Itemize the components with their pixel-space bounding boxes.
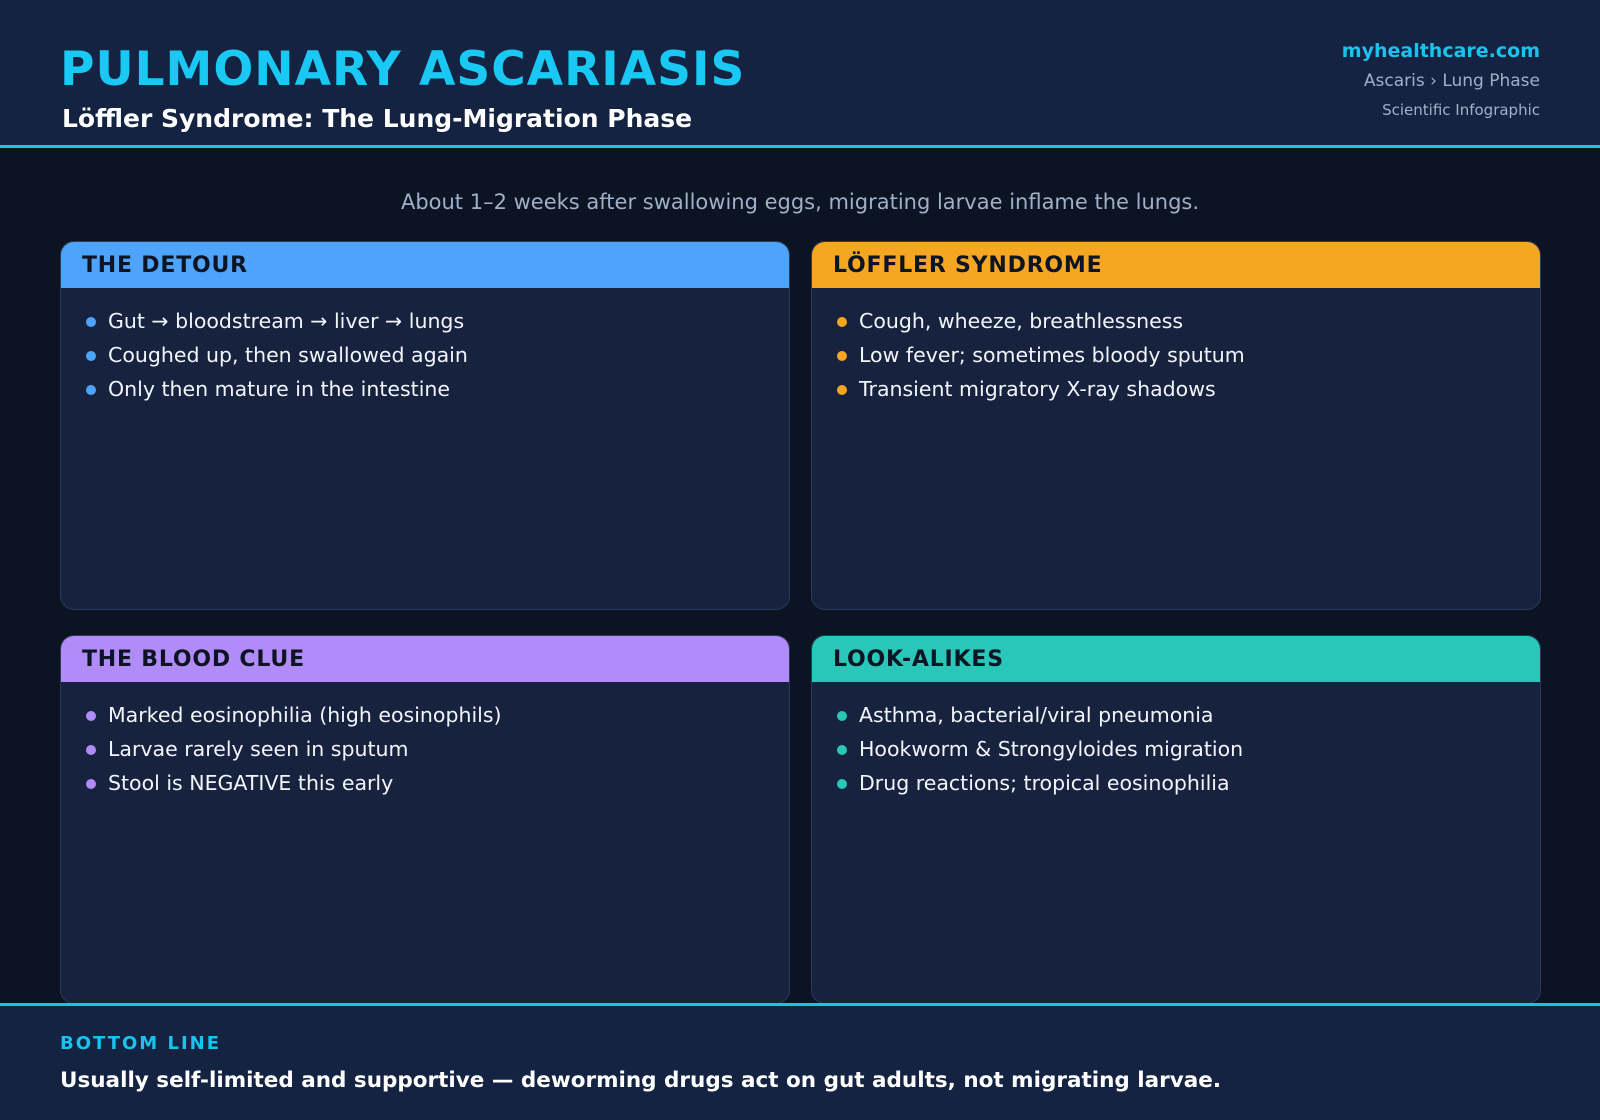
list-item-text: Only then mature in the intestine [108, 377, 451, 401]
list-item [859, 700, 1540, 734]
list-item [108, 734, 789, 768]
list-item-text: Cough, wheeze, breathlessness [859, 309, 1184, 333]
list-item [108, 768, 789, 802]
bullet-dot-icon [837, 385, 847, 395]
infographic-type-label: Scientific Infographic [1382, 101, 1540, 119]
card-loffler-syndrome [811, 241, 1541, 610]
intro-text: About 1–2 weeks after swallowing eggs, migrating larvae inflame the lungs. [400, 190, 1200, 214]
list-item-text: Gut → bloodstream → liver → lungs [108, 309, 465, 333]
list-item [108, 340, 789, 374]
list-item-text: Hookworm & Strongyloides migration [859, 737, 1244, 761]
bullet-dot-icon [837, 745, 847, 755]
list-item [108, 700, 789, 734]
card-list [61, 288, 789, 408]
footer-label: BOTTOM LINE [60, 1033, 221, 1054]
breadcrumb: Ascaris › Lung Phase [1363, 71, 1540, 91]
list-item-text: Marked eosinophilia (high eosinophils) [108, 703, 502, 727]
card-list [61, 682, 789, 802]
bullet-dot-icon [86, 779, 96, 789]
list-item [859, 340, 1540, 374]
list-item [108, 306, 789, 340]
card-list [812, 288, 1540, 408]
card-header: LOOK-ALIKES [812, 636, 1540, 682]
bullet-dot-icon [86, 317, 96, 327]
bullet-dot-icon [86, 711, 96, 721]
list-item-text: Low fever; sometimes bloody sputum [859, 343, 1245, 367]
list-item-text: Transient migratory X-ray shadows [859, 377, 1216, 401]
list-item [859, 306, 1540, 340]
list-item-text: Coughed up, then swallowed again [108, 343, 468, 367]
list-item [859, 734, 1540, 768]
list-item [859, 768, 1540, 802]
list-item-text: Asthma, bacterial/viral pneumonia [859, 703, 1214, 727]
card-list [812, 682, 1540, 802]
bottom-line-footer [0, 1003, 1600, 1120]
list-item [859, 374, 1540, 408]
header [0, 0, 1600, 148]
card-header: LÖFFLER SYNDROME [812, 242, 1540, 288]
list-item-text: Drug reactions; tropical eosinophilia [859, 771, 1230, 795]
bullet-dot-icon [86, 351, 96, 361]
bullet-dot-icon [837, 317, 847, 327]
card-header: THE DETOUR [61, 242, 789, 288]
brand-link[interactable]: myhealthcare.com [1341, 40, 1540, 62]
bullet-dot-icon [837, 711, 847, 721]
list-item [108, 374, 789, 408]
card-the-detour [60, 241, 790, 610]
card-the-blood-clue [60, 635, 790, 1004]
page-title: PULMONARY ASCARIASIS [60, 42, 746, 97]
card-look-alikes [811, 635, 1541, 1004]
bullet-dot-icon [86, 385, 96, 395]
bullet-dot-icon [837, 351, 847, 361]
list-item-text: Stool is NEGATIVE this early [108, 771, 394, 795]
page-subtitle: Löffler Syndrome: The Lung-Migration Phase [62, 104, 693, 133]
card-header: THE BLOOD CLUE [61, 636, 789, 682]
list-item-text: Larvae rarely seen in sputum [108, 737, 409, 761]
footer-text: Usually self-limited and supportive — deworming drugs act on gut adults, not migrating larvae. [60, 1068, 1222, 1093]
bullet-dot-icon [86, 745, 96, 755]
bullet-dot-icon [837, 779, 847, 789]
